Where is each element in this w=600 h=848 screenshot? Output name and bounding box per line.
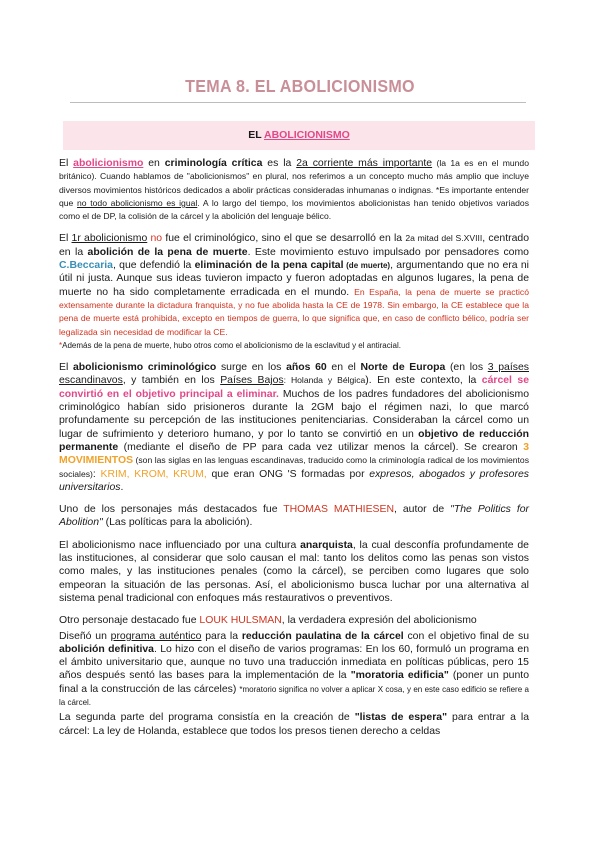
text-run: objetivo de reducción permanente [59,428,529,453]
text-run: 1r abolicionismo [71,233,148,245]
name-beccaria: C.Beccaria [59,260,113,272]
text-run: (la 1a es en el mundo británico). Cuando hablamos de "abolicionismos" en plural, nos referimos a un concepto mucho más amplio que incluye diversos movimientos históricos dedicados a abolir prácticas consideradas inhumanas o indignas. *Es importante entender que [59,158,529,208]
text-run: Uno de los personajes más destacados fue [59,504,284,516]
paragraph-criminological-abolitionism [59,361,529,494]
paragraph-waiting-lists [59,711,529,738]
text-run: no [150,233,163,245]
text-run: , que defendió la [112,260,195,272]
text-run: 2a mitad del S.XVIII [405,233,483,244]
text-run: El [59,233,72,245]
text-run: expresos, abogados y profesores universitarios [59,468,529,493]
text-run: surge en los [216,362,287,374]
text-run: no todo abolicionismo es igual [77,197,198,208]
text-run: (mediante el diseño de PP para cada vez utilizar menos la cárcel). Se crearon [118,441,524,453]
text-run: Muchos de los padres fundadores del abolicionismo criminológico habían sido prisioneros durante la 2GM bajo el régimen nazi, lo que marcó profundamente su percepción de las instituciones penitenciarias. Consideraban la cárcel como un lugar de sufrimiento y deterioro humano, y por lo tanto se convirtió en un [59,388,529,440]
text-run: reducción paulatina de la cárcel [241,630,404,642]
text-run: 3 países escandinavos [59,362,529,387]
text-run: : Holanda y Bélgica [283,375,366,386]
name-hulsman: LOUK HULSMAN [199,615,282,627]
paragraph-anarchist-origin [59,539,529,605]
text-run: para la [201,630,242,642]
text-run: fue el criminológico, sino el que se desarrolló en la [162,233,406,245]
text-run: Diseñó un [59,630,111,642]
term-criminologia-critica: criminología crítica [164,158,263,169]
text-run: abolicionismo criminológico [72,362,217,374]
text-run: La segunda parte del programa consistía en la creación de [59,712,355,724]
spain-note: En España, la pena de muerte se practicó extensamente durante la dictadura franquista, y no fue abolida hasta la CE de 1978. Sin embargo, la CE establece que la pena de muerte está prohibida, excepto en tiempos de guerra, lo que significa que, en caso de conflicto bélico, podría ser legalizada sin necesidad de modificar la CE. [59,286,529,337]
footnote: Además de la pena de muerte, hubo otros como el abolicionismo de la esclavitud y el antiracial. [62,340,401,350]
term-abolicionismo: abolicionismo [73,158,144,169]
text-run: El abolicionismo nace influenciado por una cultura [59,539,301,551]
text-run: para entrar a la cárcel: La ley de Holanda, establece que todos los presos tienen derecho a celdas [59,712,529,737]
text-run: con el objetivo final de su [403,630,530,642]
text-run: abolición definitiva [59,643,154,655]
text-run: , argumentando que no era ni útil ni justa. Aunque sus ideas tuvieron impacto y fueron adoptadas en algunos lugares, la pena de muerte no ha sido completamente erradicada en el mundo. [59,260,530,298]
text-run: anarquista [300,539,353,551]
text-run: (en los [445,362,488,374]
text-run: (son las siglas en las lenguas escandinavas, traducido como la criminología radical de los movimientos sociales) [59,455,529,479]
text-run: *moratorio significa no volver a aplicar X cosa, y en este caso edificio se refiere a la cárcel. [59,684,530,707]
section-heading [63,121,535,150]
document-body [59,157,529,747]
section-heading-highlight: ABOLICIONISMO [264,129,350,141]
page-title: TEMA 8. EL ABOLICIONISMO [185,76,415,96]
section-heading-prefix: EL [248,129,264,141]
text-run: , la cual desconfía profundamente de las instituciones, al considerar que solo causan el mal: tanto los delitos como las penas son vistos como males, y las instituciones penales (como la cárcel), se perciben como lugares que solo empeoran la situación de las personas. Así, el abolicionismo busca luchar por una alternativa al sistema penal tradicional con enfoques más restaurativos o preventivos. [59,539,529,604]
paragraph-first-abolitionism [59,232,529,352]
text-run: (poner un punto final a la construcción de las cárceles) [59,670,529,695]
paragraph-hulsman [59,614,529,627]
text-run: . A lo largo del tiempo, los movimientos abolicionistas han tenido objetivos variados como el de DP, la colisión de la cárcel y la abolición del lenguaje bélico. [59,197,529,222]
paragraph-mathiesen [59,503,529,530]
text-run: . Lo hizo con el diseño de varios programas: En los 60, formuló un programa en el ámbito universitario que, aunque no tuvo una traducción inmediata en políticas públicas, pero 15 años después sentó las bases para la implementación de la [59,643,530,682]
text-run: . Este movimiento estuvo impulsado por pensadores como [247,246,529,258]
text-run: * [59,340,63,350]
text-run: que eran ONG 'S formadas por [206,468,370,480]
text-run: eliminación de la pena capital [194,260,344,272]
text-run: ). En este contexto, la [365,375,482,387]
text-run: programa auténtico [110,630,202,642]
text-run: Países Bajos [220,375,284,387]
text-run: en [143,158,165,169]
text-run: (Las políticas para la abolición). [102,517,253,529]
section-heading-band [63,121,535,150]
text-run: Norte de Europa [360,362,446,374]
title-divider [70,102,526,103]
movements-list: KRIM, KROM, KRUM, [100,468,207,480]
text-run: cárcel se convirtió en el objetivo principal a eliminar. [59,375,530,400]
text-run: (de muerte) [343,261,391,271]
text-run: años 60 [286,362,327,374]
text-run: El [59,158,74,169]
text-run: 3 MOVIMIENTOS [59,441,529,467]
text-run: , centrado en la [59,233,530,258]
text-run: El [59,362,73,374]
text-run: es la [262,158,297,169]
book-title: "The Politics for Abolition" [59,504,530,529]
name-mathiesen: THOMAS MATHIESEN [283,504,394,516]
text-run: , autor de [394,504,451,516]
paragraph-program [59,630,529,710]
text-run: : [92,468,101,480]
text-run: "listas de espera" [354,712,448,724]
text-run: , y también en los [122,375,221,387]
text-run: . [120,481,124,493]
text-run: abolición de la pena de muerte [87,246,248,258]
paragraph-intro [59,157,529,223]
text-run: en el [326,362,361,374]
text-run: "moratoria edificia" [350,670,449,682]
text-run: 2a corriente más importante [296,158,433,169]
text-run: , la verdadera expresión del abolicionismo [281,615,477,627]
text-run: Otro personaje destacado fue [59,615,200,627]
